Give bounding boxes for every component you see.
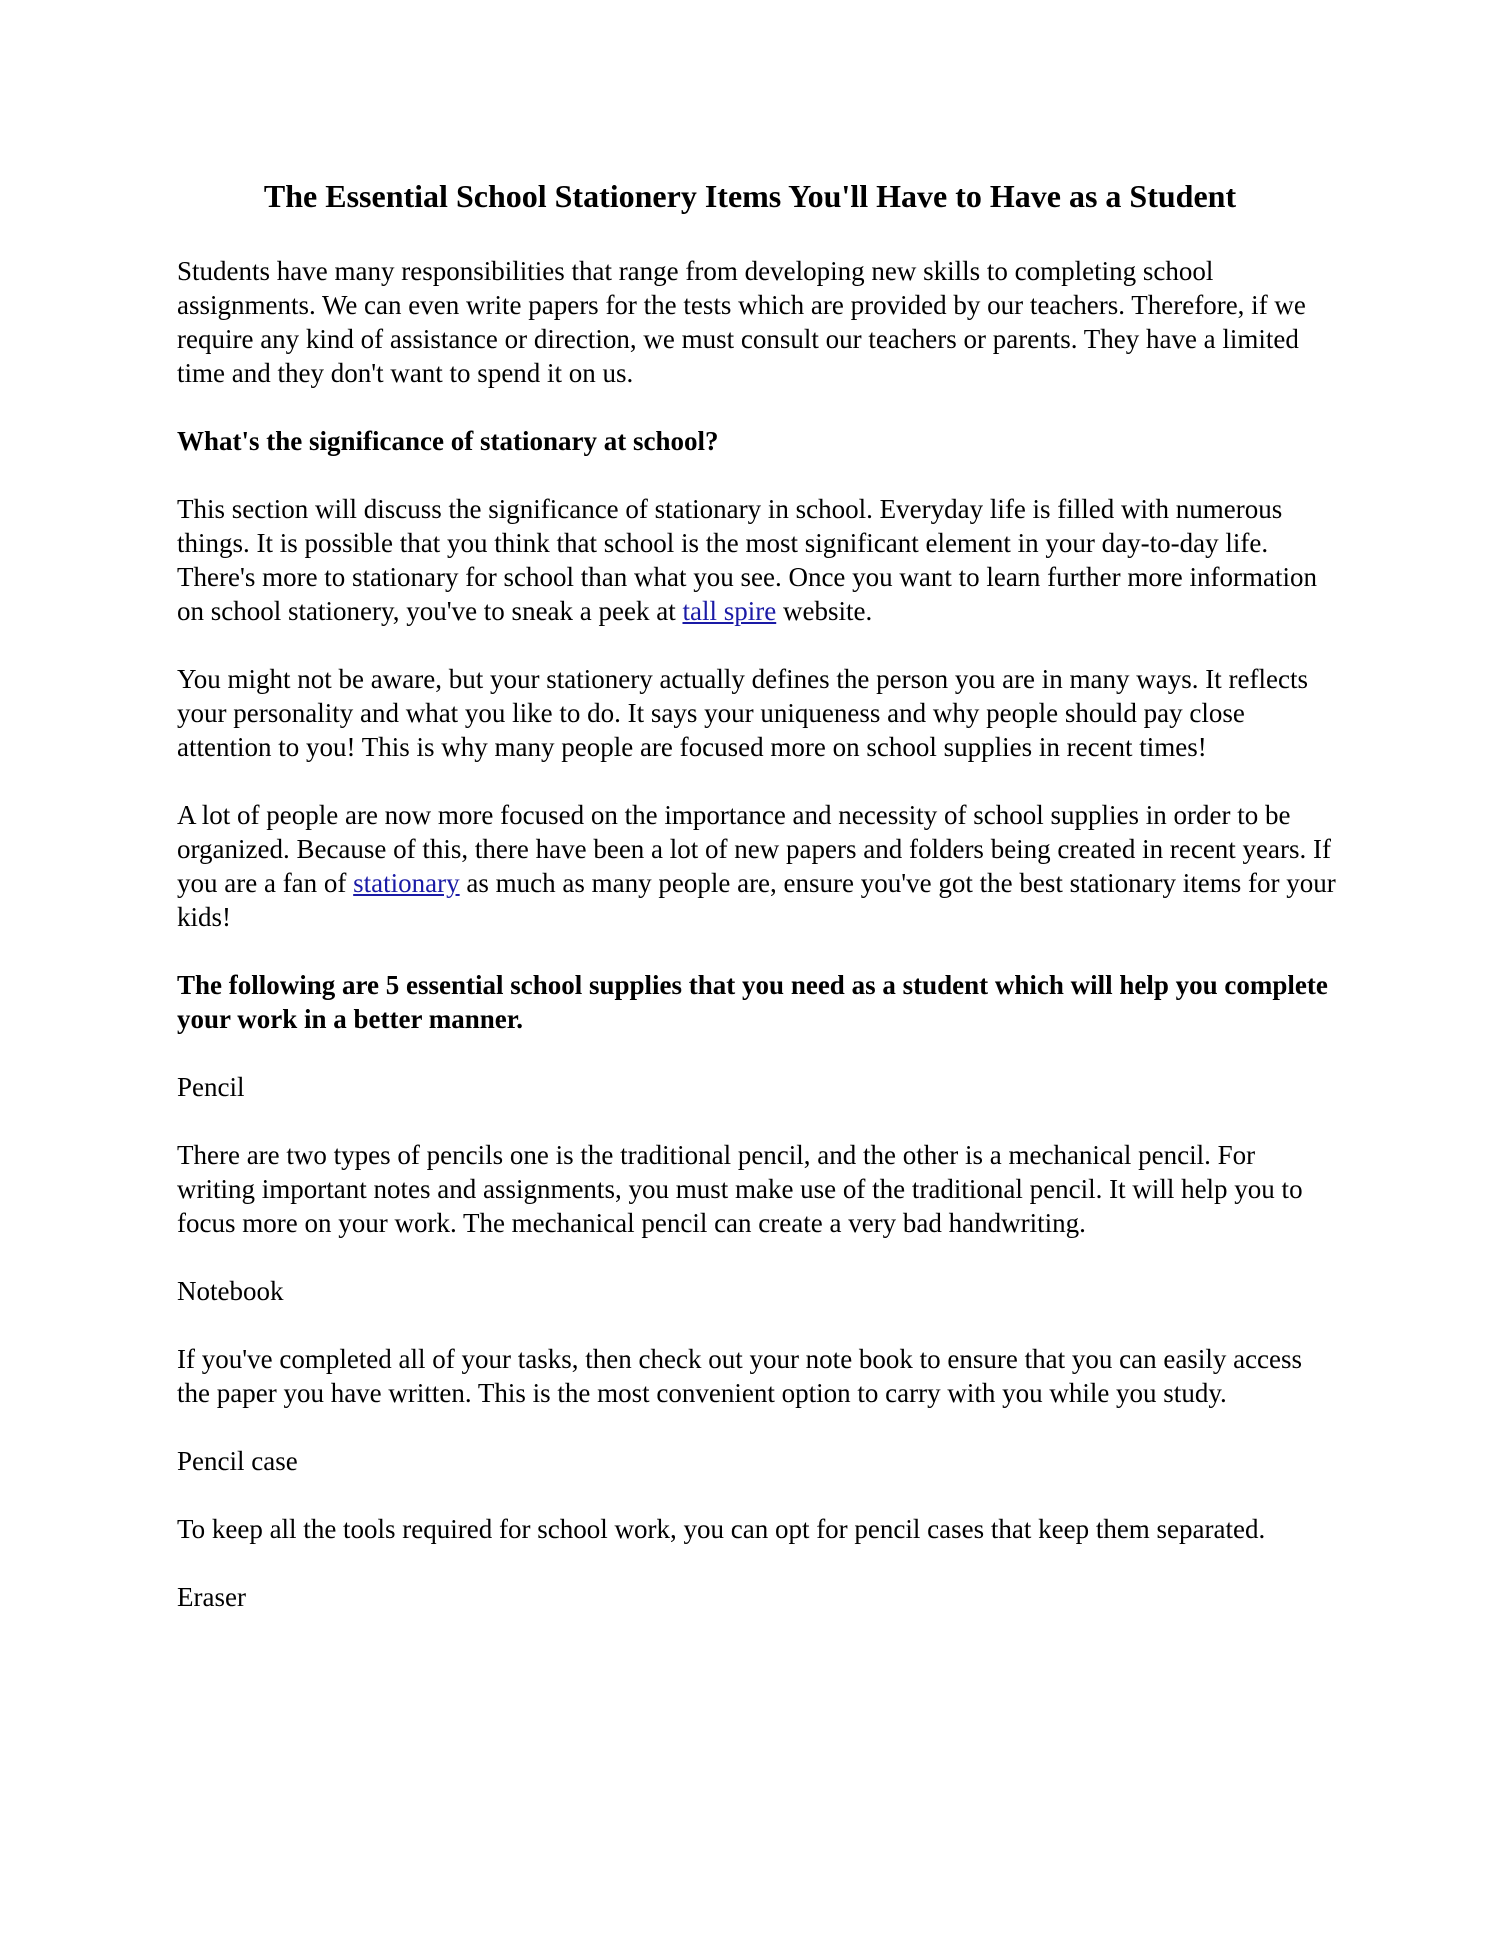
- significance-text-end: website.: [776, 596, 873, 626]
- significance-paragraph: [177, 492, 1337, 628]
- significance-text: This section will discuss the significance of stationary in school. Everyday life is filled with numerous things. It is possible that you think that school is the most significant element in your day-to-day life. There's more to stationary for school than what you see. Once you want to learn further more information on school stationery, you've to sneak a peek at: [177, 494, 1318, 626]
- focused-text: A lot of people are now more focused on the importance and necessity of school supplies in order to be organized. Because of this, there have been a lot of new papers and folders being created in recent years. If you are a fan of: [177, 800, 1331, 898]
- focused-text-end: as much as many people are, ensure you've got the best stationary items for your kids!: [177, 868, 1336, 932]
- defines-paragraph: You might not be aware, but your stationery actually defines the person you are in many ways. It reflects your personality and what you like to do. It says your uniqueness and why people should pay close attention to you! This is why many people are focused more on school supplies in recent times!: [177, 664, 1308, 762]
- document-page: [177, 172, 1337, 1648]
- focused-paragraph: [177, 798, 1337, 934]
- supplies-heading: The following are 5 essential school supplies that you need as a student which will help you complete your work in a better manner.: [177, 970, 1328, 1034]
- item-description-pencil-case: To keep all the tools required for school work, you can opt for pencil cases that keep them separated.: [177, 1514, 1266, 1544]
- significance-heading: What's the significance of stationary at school?: [177, 426, 719, 456]
- intro-paragraph: Students have many responsibilities that range from developing new skills to completing school assignments. We can even write papers for the tests which are provided by our teachers. Therefore, if we require any kind of assistance or direction, we must consult our teachers or parents. They have a limited time and they don't want to spend it on us.: [177, 256, 1306, 388]
- item-description-notebook: If you've completed all of your tasks, then check out your note book to ensure that you can easily access the paper you have written. This is the most convenient option to carry with you while you study.: [177, 1344, 1303, 1408]
- item-name-pencil-case: Pencil case: [177, 1446, 298, 1476]
- page-title: The Essential School Stationery Items You'll Have to Have as a Student: [263, 178, 1237, 214]
- item-description-pencil: There are two types of pencils one is the traditional pencil, and the other is a mechanical pencil. For writing important notes and assignments, you must make use of the traditional pencil. It will help you to focus more on your work. The mechanical pencil can create a very bad handwriting.: [177, 1140, 1303, 1238]
- item-name-notebook: Notebook: [177, 1276, 284, 1306]
- item-name-eraser: Eraser: [177, 1582, 246, 1612]
- stationary-link[interactable]: stationary: [353, 868, 460, 898]
- tall-spire-link[interactable]: tall spire: [682, 596, 777, 626]
- item-name-pencil: Pencil: [177, 1072, 245, 1102]
